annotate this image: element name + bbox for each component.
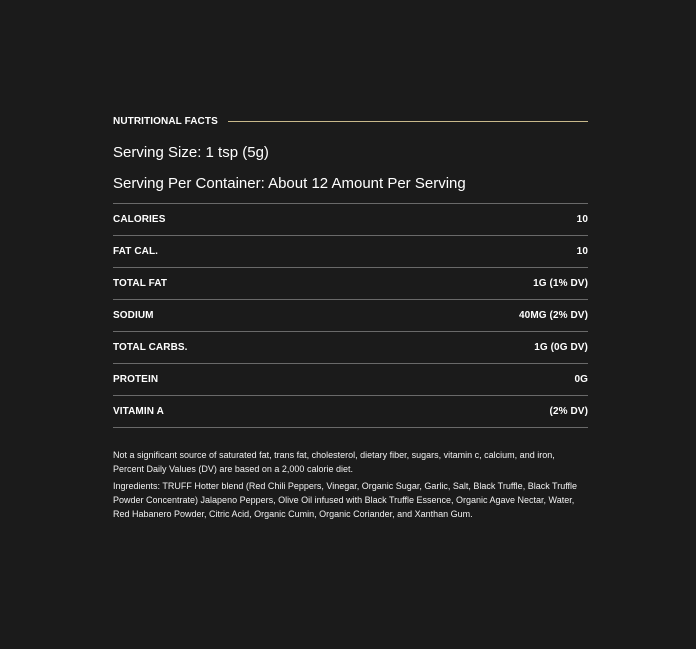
nutrient-value: 10 [576,246,588,257]
nutrient-label: VITAMIN A [113,406,164,417]
nutrient-row-fat-cal [113,236,588,268]
nutrient-value: 10 [576,214,588,225]
nutrient-row-calories [113,204,588,236]
nutrient-value: 1G (1% DV) [533,278,588,289]
nutrition-notes [113,448,588,521]
ingredients-text: Ingredients: TRUFF Hotter blend (Red Chili Peppers, Vinegar, Organic Sugar, Garlic, Salt, Black Truffle, Black Truffle Powder Concentrate) Jalapeno Peppers, Olive Oil infused with Black Truffle Essence, Organic Agave Nectar, Water, Red Habanero Powder, Citric Acid, Organic Cumin, Organic Coriander, and Xanthan Gum. [113,481,578,519]
nutrient-table [113,203,588,428]
nutrient-row-sodium [113,300,588,332]
nutrient-label: CALORIES [113,214,166,225]
nutrition-heading-row [113,112,588,130]
nutrient-label: FAT CAL. [113,246,159,257]
nutrient-value: (2% DV) [549,406,588,417]
serving-size: Serving Size: 1 tsp (5g) [113,144,269,161]
nutrition-heading: NUTRITIONAL FACTS [113,115,218,127]
heading-accent-line [228,121,588,122]
nutrient-label: TOTAL FAT [113,278,168,289]
nutrient-label: TOTAL CARBS. [113,342,188,353]
nutrient-value: 40MG (2% DV) [519,310,588,321]
nutrition-facts-panel [113,112,588,521]
disclaimer-text: Not a significant source of saturated fat, trans fat, cholesterol, dietary fiber, sugars, vitamin c, calcium, and iron, Percent Daily Values (DV) are based on a 2,000 calorie diet. [113,450,555,474]
nutrient-label: PROTEIN [113,374,159,385]
nutrient-row-protein [113,364,588,396]
nutrient-row-total-fat [113,268,588,300]
nutrient-value: 0G [574,374,588,385]
nutrient-row-vitamin-a [113,396,588,428]
nutrient-row-total-carbs [113,332,588,364]
nutrient-label: SODIUM [113,310,154,321]
nutrient-value: 1G (0G DV) [534,342,588,353]
serving-per-container: Serving Per Container: About 12 Amount Per Serving [113,175,466,192]
